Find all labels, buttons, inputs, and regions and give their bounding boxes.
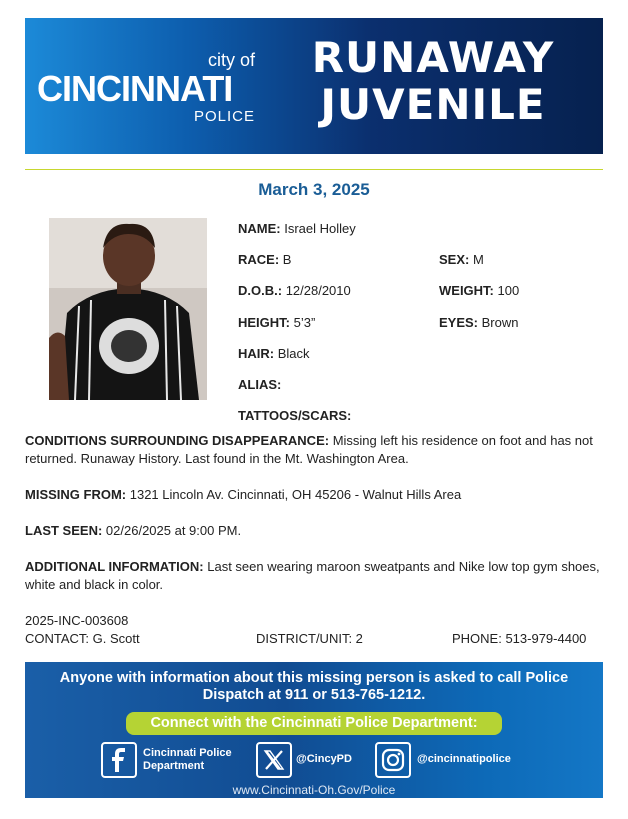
- cincinnati-police-logo: [37, 40, 259, 130]
- instagram-link[interactable]: [375, 742, 535, 778]
- alias-label: ALIAS:: [238, 377, 282, 392]
- tattoos-label: TATTOOS/SCARS:: [238, 408, 352, 423]
- field-race: [238, 252, 291, 267]
- weight-value: 100: [497, 283, 520, 298]
- height-value: 5’3”: [293, 315, 316, 330]
- last-seen-value: 02/26/2025 at 9:00 PM.: [105, 523, 242, 538]
- sex-label: SEX:: [439, 252, 470, 267]
- name-label: NAME:: [238, 221, 281, 236]
- x-handle: @CincyPD: [296, 753, 352, 765]
- instagram-handle: @cincinnatipolice: [417, 753, 511, 765]
- field-height: [238, 315, 315, 330]
- dob-label: D.O.B.:: [238, 283, 283, 298]
- field-weight: [439, 283, 519, 298]
- facebook-icon: [101, 742, 137, 778]
- case-number: 2025-INC-003608: [25, 613, 129, 628]
- header-banner: [25, 18, 603, 154]
- conditions-paragraph: [25, 432, 603, 468]
- facebook-label-line-1: Cincinnati Police: [143, 747, 232, 759]
- divider: [25, 169, 603, 170]
- poster-title: [283, 34, 583, 128]
- facebook-link[interactable]: [101, 742, 251, 778]
- height-label: HEIGHT:: [238, 315, 290, 330]
- logo-city-name: CINCINNATI: [37, 68, 233, 109]
- field-tattoos: [238, 408, 351, 423]
- portrait-image: [49, 218, 207, 400]
- race-value: B: [282, 252, 292, 267]
- logo-police: POLICE: [193, 108, 255, 125]
- field-alias: [238, 377, 281, 392]
- additional-info-paragraph: [25, 558, 603, 594]
- name-value: Israel Holley: [284, 221, 356, 236]
- field-hair: [238, 346, 310, 361]
- field-name: [238, 221, 356, 236]
- hair-label: HAIR:: [238, 346, 275, 361]
- missing-person-photo: [49, 218, 207, 400]
- logo-city-of: city of: [207, 50, 255, 70]
- footer-message: [25, 670, 603, 704]
- last-seen-label: LAST SEEN:: [25, 523, 103, 538]
- field-eyes: [439, 315, 519, 330]
- district-unit: DISTRICT/UNIT: 2: [256, 631, 363, 646]
- title-line-1: RUNAWAY: [311, 33, 555, 82]
- missing-from-paragraph: [25, 486, 603, 504]
- missing-from-label: MISSING FROM:: [25, 487, 127, 502]
- weight-label: WEIGHT:: [439, 283, 494, 298]
- last-seen-paragraph: [25, 522, 603, 540]
- additional-value: Last seen wearing maroon sweatpants and Nike low top gym shoes, white and black in color.: [25, 559, 600, 592]
- phone: PHONE: 513-979-4400: [452, 631, 587, 646]
- x-icon: [256, 742, 292, 778]
- instagram-icon: [375, 742, 411, 778]
- sex-value: M: [472, 252, 484, 267]
- footer-message-line-1: Anyone with information about this missing person is asked to call Police: [59, 670, 569, 686]
- missing-from-value: 1321 Lincoln Av. Cincinnati, OH 45206 - Walnut Hills Area: [129, 487, 462, 502]
- conditions-label: CONDITIONS SURROUNDING DISAPPEARANCE:: [25, 433, 330, 448]
- title-line-2: JUVENILE: [320, 80, 546, 129]
- footer-banner: [25, 662, 603, 798]
- additional-label: ADDITIONAL INFORMATION:: [25, 559, 204, 574]
- website-link[interactable]: www.Cincinnati-Oh.Gov/Police: [232, 783, 396, 797]
- dob-value: 12/28/2010: [285, 283, 351, 298]
- connect-banner: Connect with the Cincinnati Police Department:: [126, 712, 502, 735]
- conditions-value: Missing left his residence on foot and has not returned. Runaway History. Last found in the Mt. Washington Area.: [25, 433, 593, 466]
- race-label: RACE:: [238, 252, 280, 267]
- facebook-label-line-2: Department: [143, 760, 205, 772]
- eyes-value: Brown: [481, 315, 519, 330]
- poster-date: March 3, 2025: [258, 180, 370, 199]
- eyes-label: EYES:: [439, 315, 479, 330]
- contact: CONTACT: G. Scott: [25, 631, 140, 646]
- hair-value: Black: [277, 346, 310, 361]
- field-sex: [439, 252, 484, 267]
- footer-message-line-2: Dispatch at 911 or 513-765-1212.: [202, 687, 426, 703]
- x-link[interactable]: [256, 742, 366, 778]
- field-dob: [238, 283, 351, 298]
